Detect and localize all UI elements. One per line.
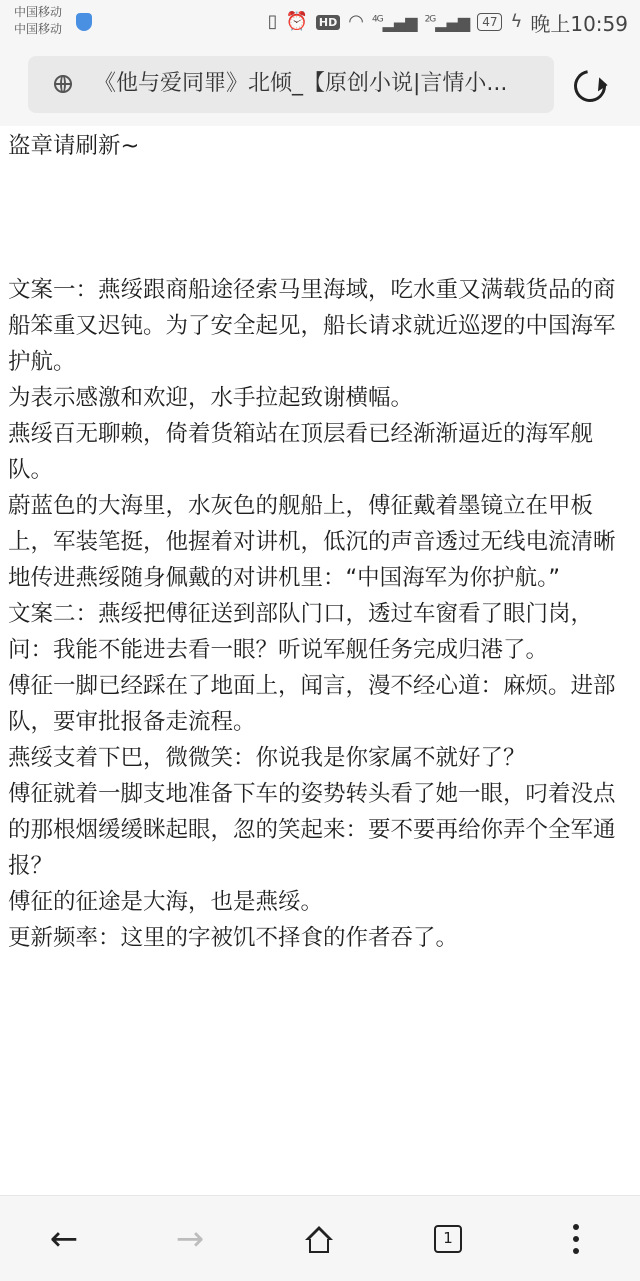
refresh-notice: 盗章请刷新~: [8, 133, 140, 159]
paragraph-9: 傅征的征途是大海，也是燕绥。: [8, 889, 324, 915]
reload-icon[interactable]: [568, 64, 613, 109]
paragraph-2: 为表示感激和欢迎，水手拉起致谢横幅。: [8, 385, 414, 411]
signal-4g-icon: $^{4G}$▂▄▆: [371, 12, 417, 32]
menu-dots: [573, 1224, 579, 1254]
network-4g-label: 4G: [371, 14, 383, 25]
page-title[interactable]: 《他与爱同罪》北倾_【原创小说|言情小...: [94, 71, 508, 96]
paragraph-1: 文案一：燕绥跟商船途径索马里海域，吃水重又满载货品的商船笨重又迟钝。为了安全起见，船长请求就近巡逻的中国海军护航。: [8, 277, 616, 375]
shield-icon: [76, 13, 92, 31]
paragraph-5: 文案二：燕绥把傅征送到部队门口，透过车窗看了眼门岗，问：我能不能进去看一眼？听说军舰任务完成归港了。: [8, 601, 594, 663]
status-bar: [0, 0, 640, 44]
paragraph-6: 傅征一脚已经踩在了地面上，闻言，漫不经心道：麻烦。进部队，要审批报备走流程。: [8, 673, 616, 735]
signal-2g-icon: $^{2G}$▂▄▆: [424, 12, 470, 32]
browser-toolbar: [0, 44, 640, 126]
paragraph-10: 更新频率：这里的字被饥不择食的作者吞了。: [8, 925, 459, 951]
carrier-info: [14, 4, 62, 38]
address-bar[interactable]: [28, 56, 554, 113]
back-icon[interactable]: ←: [49, 1219, 79, 1259]
paragraph-4: 蔚蓝色的大海里，水灰色的舰船上，傅征戴着墨镜立在甲板上，军装笔挺，他握着对讲机，低沉的声音透过无线电流清晰地传进燕绥随身佩戴的对讲机里：“中国海军为你护航。”: [8, 493, 616, 591]
paragraph-3: 燕绥百无聊赖，倚着货箱站在顶层看已经渐渐逼近的海军舰队。: [8, 421, 594, 483]
vibrate-icon: ▯: [267, 11, 278, 32]
paragraph-8: 傅征就着一脚支地准备下车的姿势转头看了她一眼，叼着没点的那根烟缓缓眯起眼，忽的笑起来：要不要再给你弄个全军通报？: [8, 781, 616, 879]
home-icon-shape: [304, 1224, 334, 1254]
tabs-icon[interactable]: [428, 1222, 468, 1256]
home-icon[interactable]: [299, 1222, 339, 1256]
alarm-icon: ⏰: [285, 11, 308, 32]
hd-badge: HD: [316, 15, 340, 30]
charging-icon: ϟ: [510, 11, 523, 32]
article-content: [8, 128, 632, 956]
carrier-2-label: 中国移动: [14, 22, 63, 36]
carrier-1-label: 中国移动: [14, 5, 63, 19]
tab-count: 1: [434, 1225, 462, 1253]
paragraph-7: 燕绥支着下巴，微微笑：你说我是你家属不就好了？: [8, 745, 526, 771]
menu-icon[interactable]: [556, 1222, 596, 1256]
forward-icon[interactable]: →: [175, 1219, 205, 1259]
status-icons: [268, 9, 628, 35]
globe-icon: [54, 75, 72, 93]
network-2g-label: 2G: [424, 14, 436, 25]
wifi-icon: ◠: [348, 11, 364, 32]
clock-time: 晚上10:59: [530, 11, 628, 36]
bottom-navigation: [0, 1195, 640, 1281]
battery-indicator: 47: [477, 13, 502, 31]
